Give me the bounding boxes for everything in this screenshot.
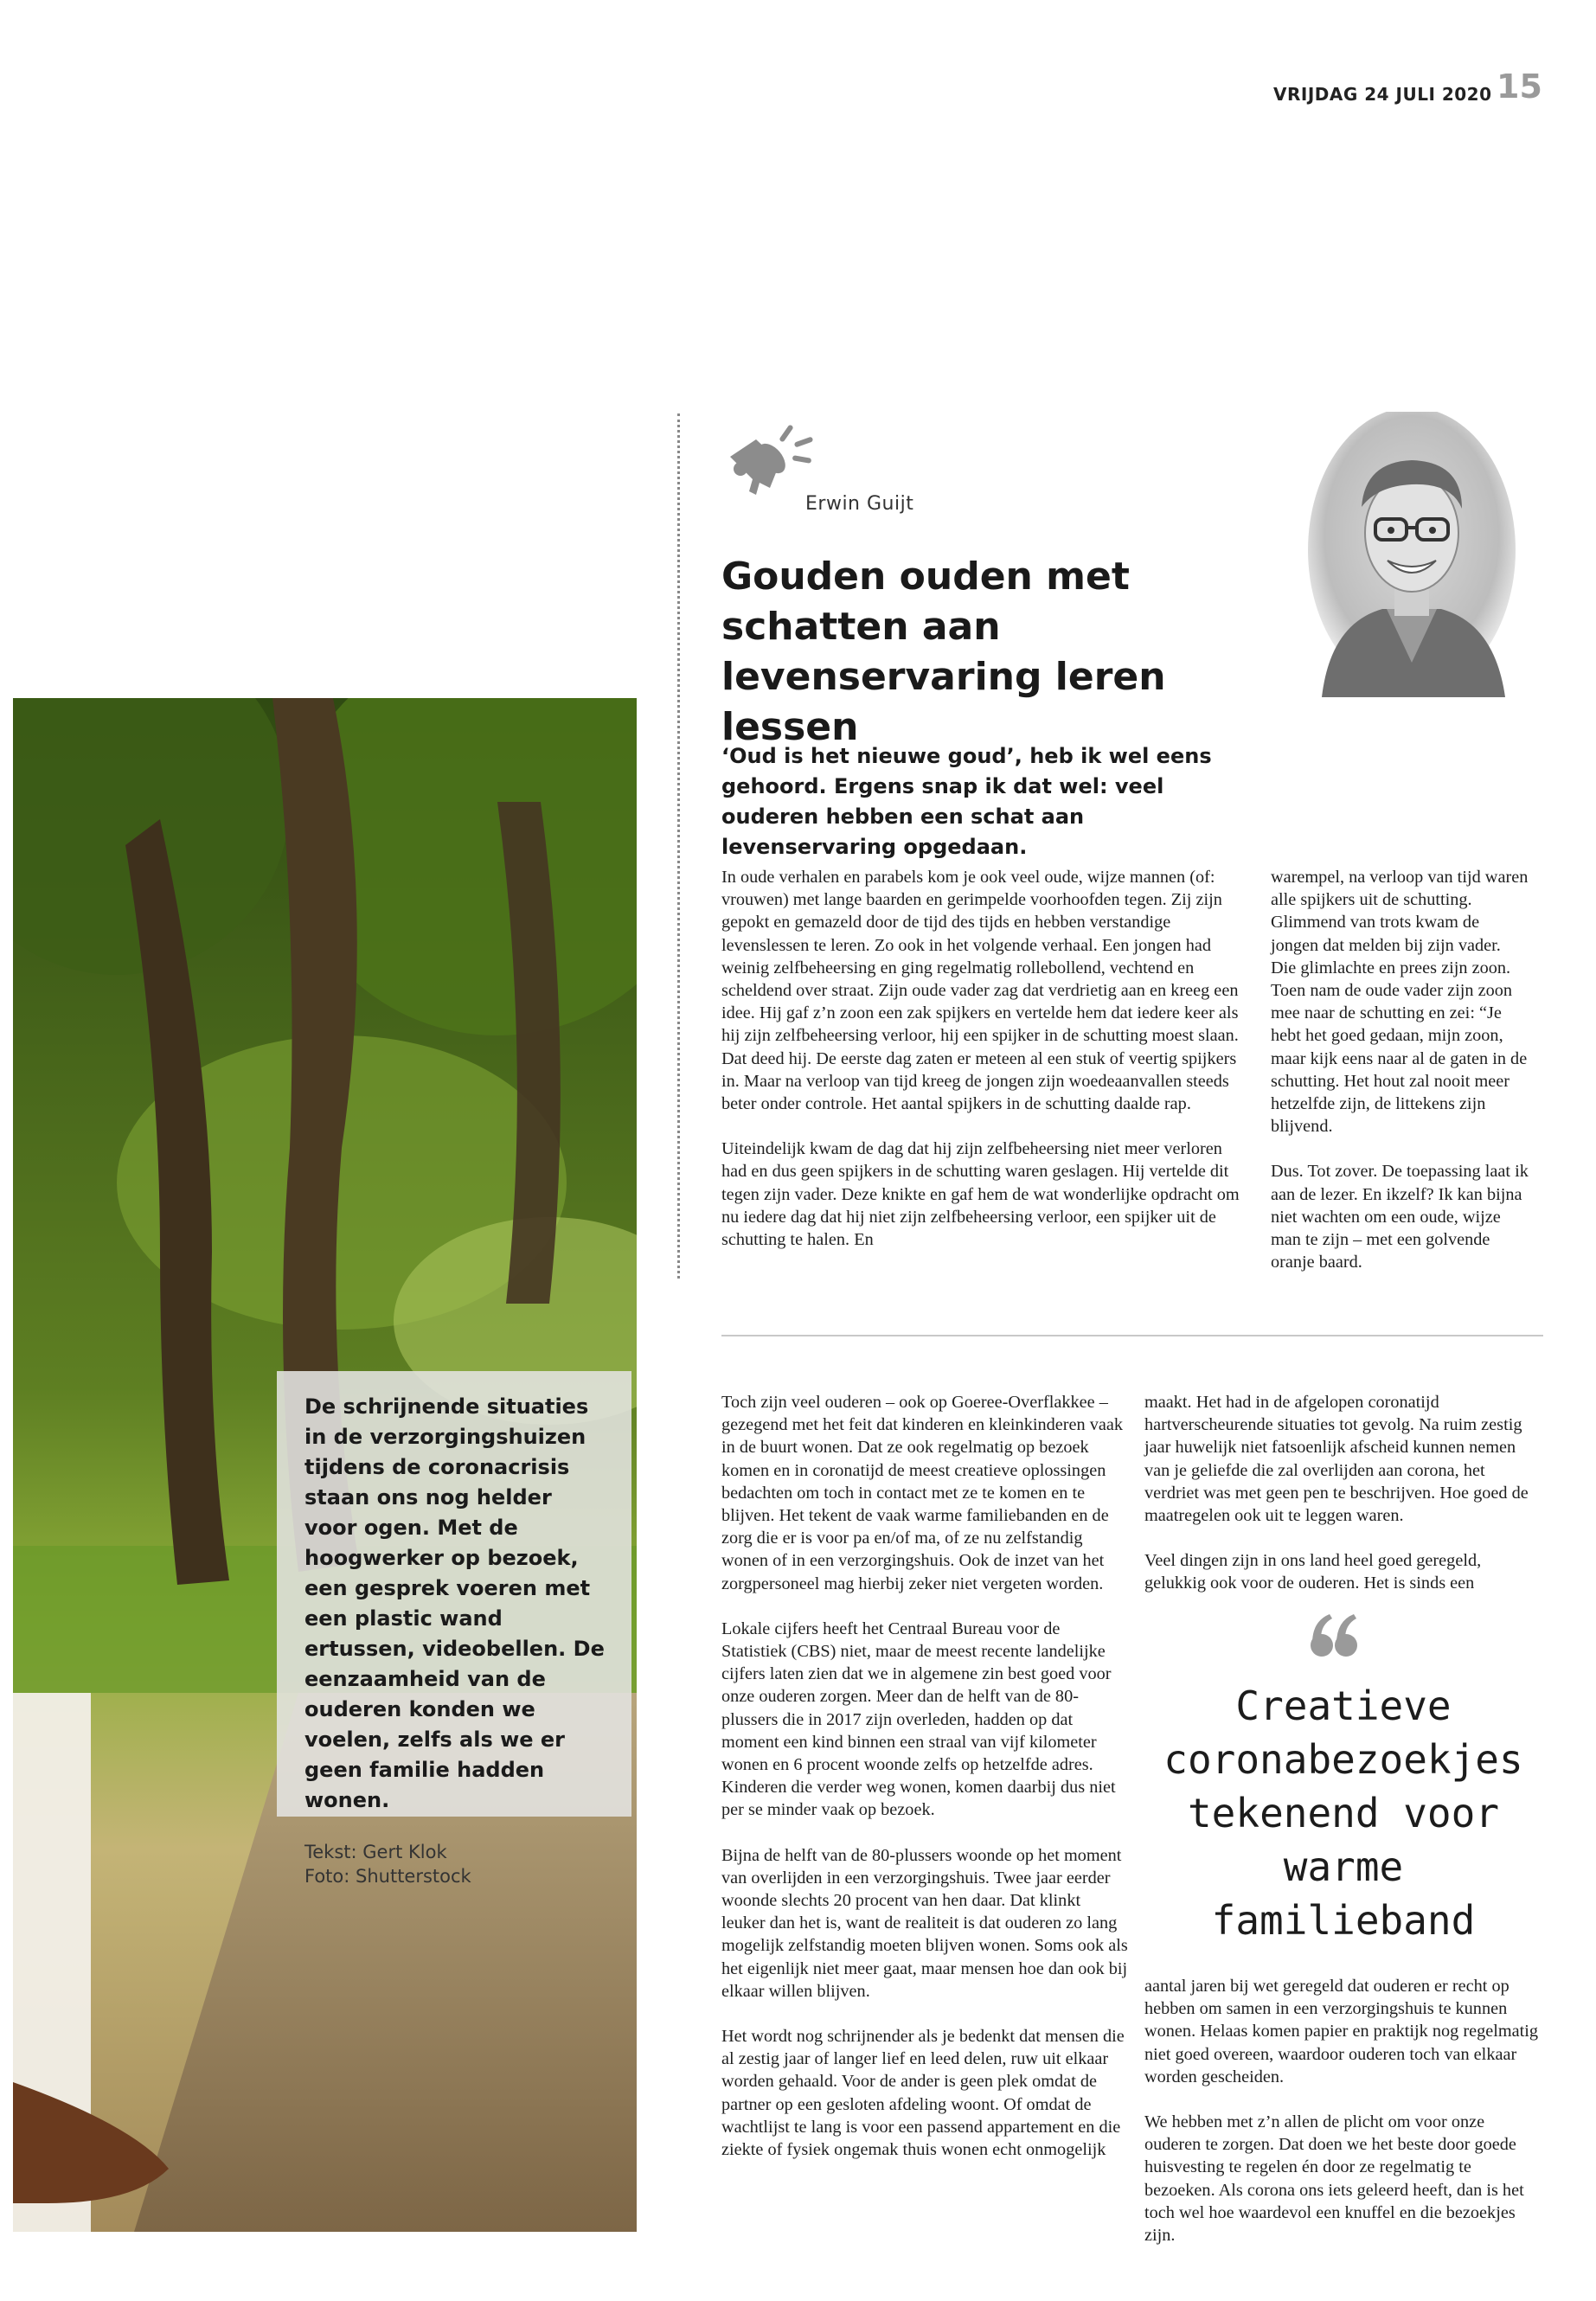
- article-body-right-bottom: [1144, 1975, 1542, 2269]
- paragraph: Dus. Tot zover. De toepassing laat ik aan de lezer. En ikzelf? Ik kan bijna niet wachten om een oude, wijze man te zijn – met een golvende oranje baard.: [1271, 1162, 1529, 1272]
- author-portrait: [1304, 412, 1519, 697]
- paragraph: In oude verhalen en parabels kom je ook veel oude, wijze mannen (of: vrouwen) met lange baarden en gerimpelde voorhoofden tegen. Zij zijn gepokt en gemazeld door de tijd des tijds en hebben verstandige levenslessen te leren. Zo ook in het volgende verhaal. Een jongen had weinig zelfbeheersing en ging regelmatig rollebollend, vechtend en scheldend over straat. Zijn oude vader zag dat verdrietig aan en kreeg een idee. Hij gaf z’n zoon een zak spijkers en vertelde hem dat iedere keer als hij zijn zelfbeheersing verloor, hij een spijker in de schutting moest slaan. Dat deed hij. De eerste dag zaten er meteen al een stuk of veertig spijkers in. Maar na verloop van tijd kreeg de jongen zijn woedeaanvallen steeds beter onder controle. Het aantal spijkers in de schutting daalde rap.: [721, 868, 1239, 1114]
- credit-photo: Foto: Shutterstock: [304, 1866, 471, 1887]
- paragraph: maakt. Het had in de afgelopen coronatijd hartverscheurende situaties tot gevolg. Na ruim zestig jaar huwelijk niet fatsoenlijk afscheid kunnen nemen van je geliefde die zal overlijden aan corona, het verdriet was met geen pen te beschrijven. Hoe goed de maatregelen ook uit te leggen waren.: [1144, 1393, 1529, 1526]
- megaphone-icon: [721, 413, 817, 500]
- paragraph: We hebben met z’n allen de plicht om voor onze ouderen te zorgen. Dat doen we het beste door goede huisvesting te regelen én door ze regelmatig te bezoeken. Als corona ons iets geleerd heeft, dan is het toch wel hoe waardevol een knuffel en die bezoekjes zijn.: [1144, 2112, 1524, 2246]
- column-divider: [677, 413, 680, 1279]
- paragraph: Het wordt nog schrijnender als je bedenkt dat mensen die al zestig jaar of langer lief en leed delen, ruw uit elkaar worden gehaald. Voor de ander is geen plek omdat de partner op een gesloten afdeling woont. Of omdat de wachtlijst te lang is voor een passend appartement en die ziekte of fysiek ongemak thuis wonen echt onmogelijk: [721, 2027, 1125, 2160]
- article-body-right-top: [1144, 1391, 1542, 1618]
- credit-text: Tekst: Gert Klok: [304, 1842, 447, 1862]
- column-body-left: [721, 866, 1240, 1273]
- credit-line: [304, 1840, 606, 1888]
- paragraph: Toch zijn veel ouderen – ook op Goeree-Overflakkee – gezegend met het feit dat kinderen en kleinkinderen vaak in de buurt wonen. Dat ze ook regelmatig op bezoek komen en in coronatijd de meest creatieve oplossingen bedachten om toch in contact met ze te komen en te blijven. Het tekent de vaak warme familiebanden en de zorg die er is voor pa en/of ma, of ze nu zelfstandig wonen of in een verzorgingshuis. Ook de inzet van het zorgpersoneel mag hierbij zeker niet vergeten worden.: [721, 1393, 1124, 1593]
- caption-box: [277, 1371, 631, 1887]
- column-headline: Gouden ouden met schatten aan levenservaring leren lessen: [721, 554, 1166, 749]
- page-number: 15: [1497, 67, 1542, 106]
- paragraph: Lokale cijfers heeft het Centraal Bureau voor de Statistiek (CBS) niet, maar de meest recente landelijke cijfers laten zien dat we in algemene zin best goed voor onze ouderen zorgen. Meer dan de helft van de 80-plussers die in 2017 zijn overleden, hadden op dat moment een kind binnen een straal van vijf kilometer wonen en 6 procent woonde zelfs op hetzelfde adres. Kinderen die verder weg wonen, komen daarbij dus niet per se minder vaak op bezoek.: [721, 1618, 1116, 1820]
- quote-icon: [1309, 1612, 1361, 1661]
- paragraph: aantal jaren bij wet geregeld dat ouderen er recht op hebben om samen in een verzorgingshuis te kunnen wonen. Helaas komen papier en praktijk nog regelmatig niet goed overeen, waardoor ouderen toch van elkaar worden gescheiden.: [1144, 1977, 1539, 2086]
- header-date: VRIJDAG 24 JULI 2020: [1273, 84, 1492, 105]
- paragraph: Bijna de helft van de 80-plussers woonde op het moment van overlijden in een verzorgingshuis. Twee jaar eerder woonde slechts 20 procent van hen daar. Dat klinkt leuker dan het is, want de realiteit is dat ouderen zo lang mogelijk zelfstandig moeten blijven wonen. Soms ook als het eigenlijk niet meer gaat, maar mensen hoe dan ook bij elkaar willen blijven.: [721, 1845, 1128, 2001]
- paragraph: Uiteindelijk kwam de dag dat hij zijn zelfbeheersing niet meer verloren had en dus geen spijkers in de schutting waren geslagen. Hij vertelde dit tegen zijn vader. Deze knikte en gaf hem de wat wonderlijke opdracht om nu iedere dag dat hij niet zijn zelfbeheersing verloor, een spijker uit de schutting te halen. En: [721, 1139, 1240, 1250]
- photo-caption: De schrijnende situaties in de verzorgingshuizen tijdens de coronacrisis staan ons nog helder voor ogen. Met de hoogwerker op bezoek, een gesprek voeren met een plastic wand ertussen, videobellen. De eenzaamheid van de ouderen konden we voelen, zelfs als we er geen familie hadden wonen.: [304, 1394, 605, 1812]
- section-divider: [721, 1335, 1543, 1336]
- paragraph: warempel, na verloop van tijd waren alle spijkers uit de schutting. Glimmend van trots kwam de jongen dat melden bij zijn vader. Die glimlachte en prees zijn zoon. Toen nam de oude vader zijn zoon mee naar de schutting en zei: “Je hebt het goed gedaan, mijn zoon, maar kijk eens naar al de gaten in de schutting. Het hout zal nooit meer hetzelfde zijn, de littekens zijn blijvend.: [1271, 868, 1529, 1137]
- article-body-left: [721, 1391, 1128, 2183]
- author-name: Erwin Guijt: [805, 493, 914, 515]
- column-lead: ‘Oud is het nieuwe goud’, heb ik wel eens gehoord. Ergens snap ik dat wel: veel ouderen hebben een schat aan levenservaring opgedaan.: [721, 744, 1212, 859]
- pull-quote: Creatieve coronabezoekjes tekenend voor warme familieband: [1163, 1682, 1523, 1944]
- column-body-right: [1271, 866, 1530, 1296]
- paragraph: Veel dingen zijn in ons land heel goed geregeld, gelukkig ook voor de ouderen. Het is sinds een: [1144, 1551, 1482, 1593]
